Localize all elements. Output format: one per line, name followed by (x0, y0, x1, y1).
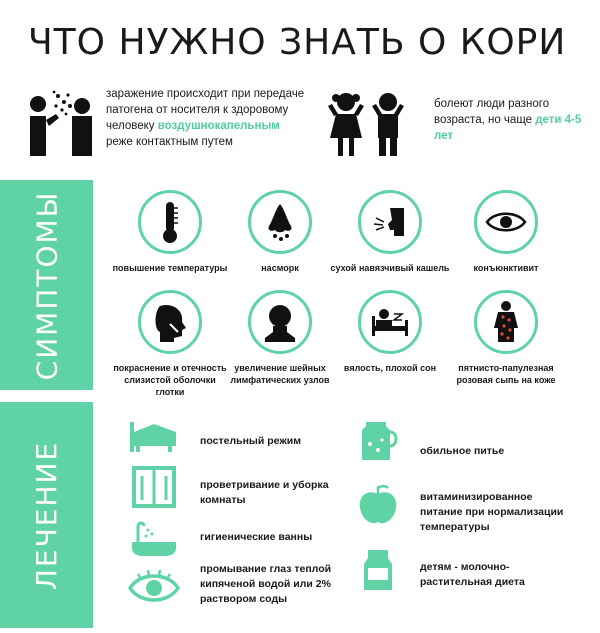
treatment-eye-wash: промывание глаз теплой кипяченой водой или 2% раствором соды (200, 563, 332, 605)
symptom-cough: сухой навязчивый кашель (330, 190, 450, 274)
rash-icon (491, 300, 521, 344)
eye-wash-icon (128, 566, 180, 608)
transmission-accent: воздушнокапельным (157, 120, 280, 132)
thermometer-icon (155, 200, 185, 244)
apple-icon (352, 484, 404, 526)
jug-icon (352, 420, 404, 462)
symptom-rash: пятнисто-папулезная розовая сыпь на коже (446, 290, 566, 386)
transmission-text (106, 86, 306, 150)
children-icon (326, 90, 410, 158)
treatment-ventilation: проветривание и уборка комнаты (200, 479, 329, 506)
symptom-conjunctivitis: конъюнктивит (446, 190, 566, 274)
age-text (434, 96, 584, 144)
treatment-hygiene-baths: гигиенические ванны (200, 531, 313, 543)
eye-icon (485, 209, 527, 235)
milk-icon (352, 548, 404, 590)
bed-person-icon (370, 306, 410, 338)
treatment-diet: детям - молочно-растительная диета (420, 561, 525, 588)
bath-icon (128, 518, 180, 560)
symptom-lymph-nodes: увеличение шейных лимфатических узлов (220, 290, 340, 386)
symptom-throat: покраснение и отечность слизистой оболочки глотки (110, 290, 230, 398)
symptoms-band (0, 180, 93, 390)
symptom-lethargy: вялость, плохой сон (330, 290, 450, 374)
symptoms-label: СИМПТОМЫ (30, 190, 63, 380)
sneeze-icon (26, 86, 96, 158)
symptom-runny-nose: насморк (220, 190, 340, 274)
cough-icon (372, 204, 408, 240)
neck-icon (263, 302, 297, 342)
transmission-text-start: заражение происходит при передаче патогена от носителя к здоровому человеку (106, 88, 305, 132)
treatment-band (0, 402, 93, 628)
treatment-vitamins: витаминизированное питание при нормализации температуры (420, 491, 564, 533)
age-accent: дети 4-5 лет (434, 114, 582, 142)
window-icon (128, 466, 180, 508)
page-title: ЧТО НУЖНО ЗНАТЬ О КОРИ (28, 22, 567, 63)
throat-icon (152, 302, 188, 342)
treatment-drinking: обильное питье (420, 445, 505, 457)
age-text-start: болеют люди разного возраста, но чаще (434, 98, 550, 126)
bed-icon (128, 412, 180, 454)
treatment-bed-rest: постельный режим (200, 435, 302, 447)
treatment-label: ЛЕЧЕНИЕ (30, 440, 64, 590)
transmission-text-end: реже контактным путем (106, 136, 233, 148)
symptom-fever: повышение температуры (110, 190, 230, 274)
nose-icon (263, 202, 297, 242)
